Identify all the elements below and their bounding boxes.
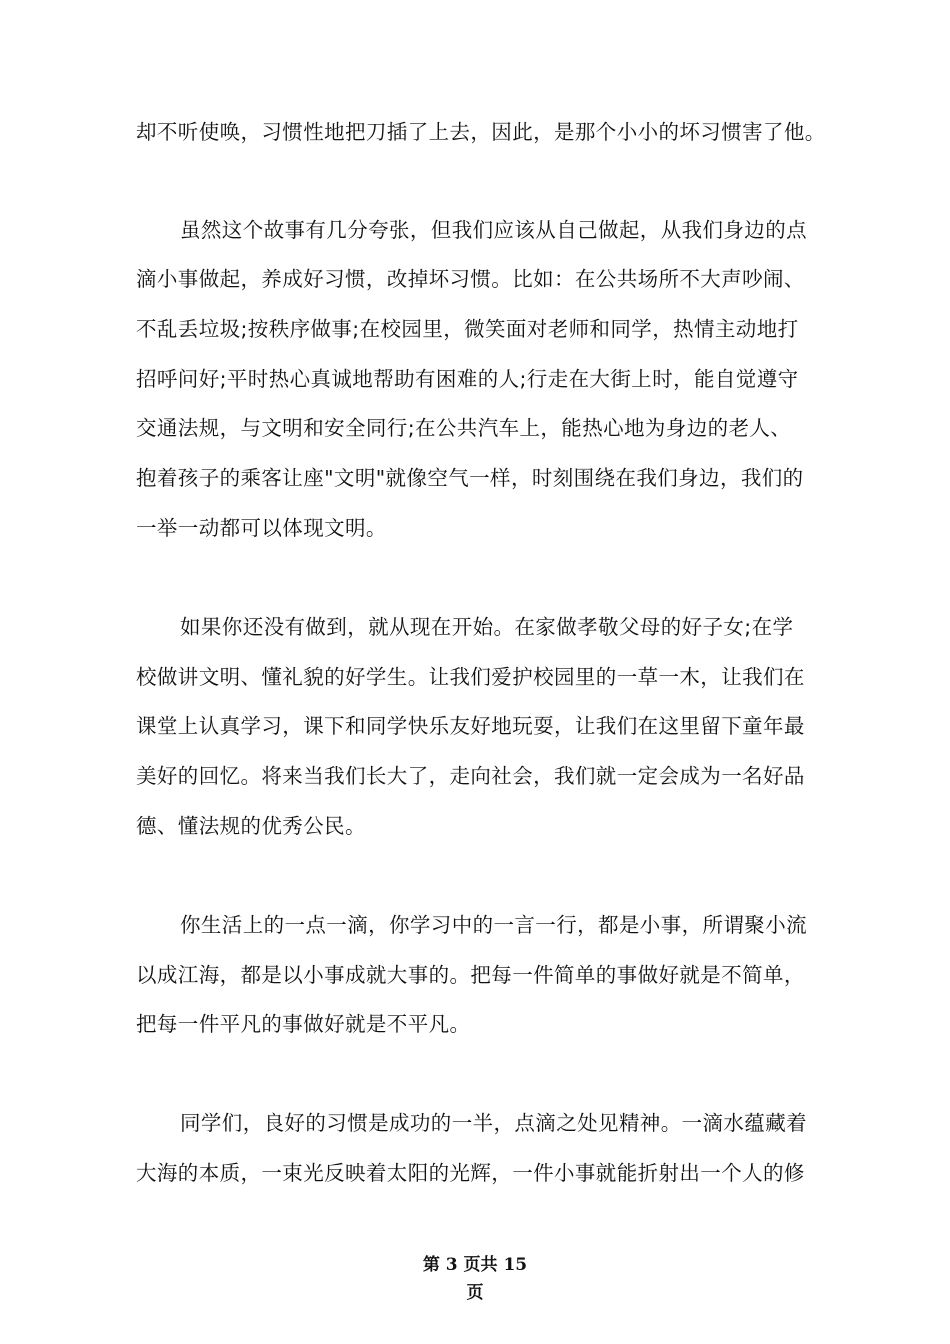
- text-line: 课堂上认真学习，课下和同学快乐友好地玩耍，让我们在这里留下童年最: [136, 714, 805, 738]
- paragraph-first-line: 虽然这个故事有几分夸张，但我们应该从自己做起，从我们身边的点: [180, 218, 807, 242]
- page-number: 第 3 页共 15: [422, 1255, 528, 1275]
- text-line: 以成江海，都是以小事成就大事的。把每一件简单的事做好就是不简单，: [136, 963, 805, 987]
- text-line: 校做讲文明、懂礼貌的好学生。让我们爱护校园里的一草一木，让我们在: [136, 665, 805, 689]
- paragraph-first-line: 你生活上的一点一滴，你学习中的一言一行，都是小事，所谓聚小流: [180, 913, 807, 937]
- text-line: 美好的回忆。将来当我们长大了，走向社会，我们就一定会成为一名好品: [136, 764, 805, 788]
- text-line: 把每一件平凡的事做好就是不平凡。: [136, 1012, 471, 1036]
- paragraph-first-line: 如果你还没有做到，就从现在开始。在家做孝敬父母的好子女;在学: [180, 615, 794, 639]
- text-line: 大海的本质，一束光反映着太阳的光辉，一件小事就能折射出一个人的修: [136, 1161, 805, 1185]
- text-line: 交通法规，与文明和安全同行;在公共汽车上，能热心地为身边的老人、: [136, 416, 792, 440]
- paragraph-first-line: 同学们，良好的习惯是成功的一半，点滴之处见精神。一滴水蕴藏着: [180, 1111, 807, 1135]
- text-line: 德、懂法规的优秀公民。: [136, 814, 366, 838]
- text-line: 抱着孩子的乘客让座"文明"就像空气一样，时刻围绕在我们身边，我们的: [136, 466, 804, 490]
- text-line: 滴小事做起，养成好习惯，改掉坏习惯。比如：在公共场所不大声吵闹、: [136, 267, 805, 291]
- text-line: 却不听使唤，习惯性地把刀插了上去，因此，是那个小小的坏习惯害了他。: [136, 120, 826, 144]
- text-line: 一举一动都可以体现文明。: [136, 516, 387, 540]
- text-line: 不乱丢垃圾;按秩序做事;在校园里，微笑面对老师和同学，热情主动地打: [136, 317, 799, 341]
- page-number-continued: 页: [466, 1283, 484, 1303]
- text-line: 招呼问好;平时热心真诚地帮助有困难的人;行走在大街上时，能自觉遵守: [136, 367, 799, 391]
